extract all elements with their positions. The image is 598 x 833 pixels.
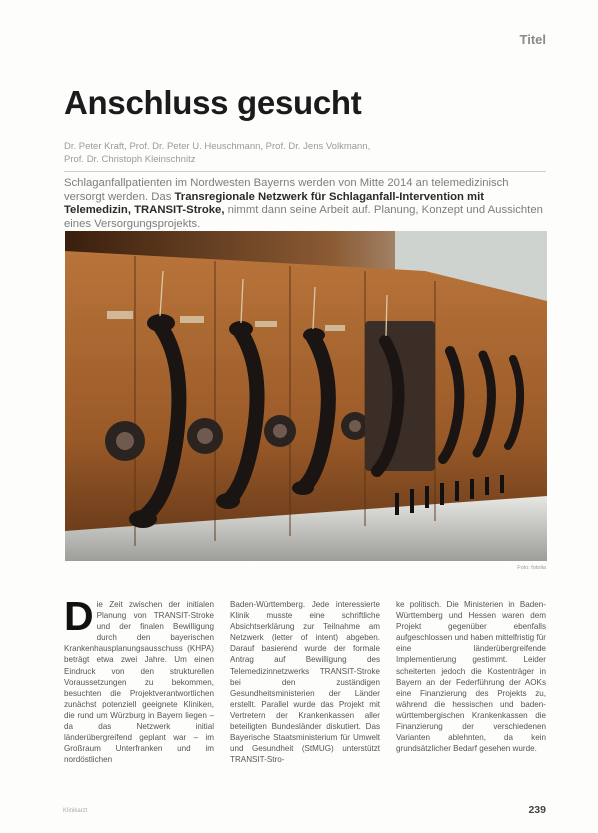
body-column-2: Baden-Württemberg. Jede interessierte Klinik musste eine schriftliche Absichtserklärung zur Teilnahme am Netzwerk (letter of intent) abgeben. Darauf basierend wurde der formale Antrag auf Bewilligung des Telemedizinnetzwerks TRANSIT-Stroke bei den zuständigen Gesundheitsministerien der Länder erstellt. Parallel wurde das Projekt mit Vertretern der Krankenkassen aller beteiligten Bundesländer diskutiert. Das Bayerische Staatsministerium für Umwelt und Gesundheit (StMUG) unterstützt TRANSIT-Stro-	[230, 600, 380, 765]
body-text: ie Zeit zwischen der initialen Planung von TRANSIT-Stroke und der finalen Bewilligung durch den bayerischen Krankenhausplanungsausschuss (KHPA) beträgt etwa zwei Jahre. Um einen Eindruck von den strukturellen Voraussetzungen zu bekommen, besuchten die Projektverantwortlichen zunächst potenziell geeignete Kliniken, die rund um Würzburg in Bayern liegen – da das Netzwerk initial länderübergreifend geplant war – im Großraum Unterfranken und im nordöstlichen	[64, 600, 214, 765]
body-column-1	[64, 593, 214, 765]
hero-photo	[65, 231, 547, 561]
lead-bold: Transregionale Netzwerk für Schlaganfall-Intervention mit Telemedizin, TRANSIT-Stroke,	[64, 190, 484, 217]
author-line: Prof. Dr. Christoph Kleinschnitz	[64, 153, 196, 165]
author-list	[64, 141, 534, 166]
body-column-3: ke politisch. Die Ministerien in Baden-Württemberg und Hessen waren dem Projekt gegenüber ebenfalls aufgeschlossen und haben mittelfristig für eine länderübergreifende Implementierung gestimmt. Leider scheiterten jedoch die Kostenträger in Bayern an der Federführung der AOKs eine Finanzierung des Projekts zu, während die hessischen und baden-württembergischen Krankenkassen die Finanzierung der verschiedenen Varianten ablehnten, da kein grundsätzlicher Bedarf gesehen wurde.	[396, 600, 546, 754]
section-label: Titel	[519, 32, 546, 47]
journal-name: Klinikarzt	[63, 808, 88, 814]
lead-rest: nimmt dann seine Arbeit auf. Planung, Konzept und Aussichten eines Versorgungsprojekts.	[64, 204, 543, 230]
author-line: Dr. Peter Kraft, Prof. Dr. Peter U. Heuschmann, Prof. Dr. Jens Volkmann,	[64, 141, 371, 152]
article-title: Anschluss gesucht	[64, 84, 362, 121]
lead-intro: Schlaganfallpatienten im Nordwesten Bayerns werden von Mitte 2014 an telemedizinisch versorgt werden. Das	[64, 177, 509, 203]
article-body	[64, 593, 546, 765]
divider	[64, 171, 546, 172]
photo-credit: Foto: fotolia	[517, 565, 546, 571]
drop-cap: D	[64, 593, 94, 639]
page-number: 239	[528, 804, 546, 816]
lead-paragraph	[64, 177, 546, 231]
